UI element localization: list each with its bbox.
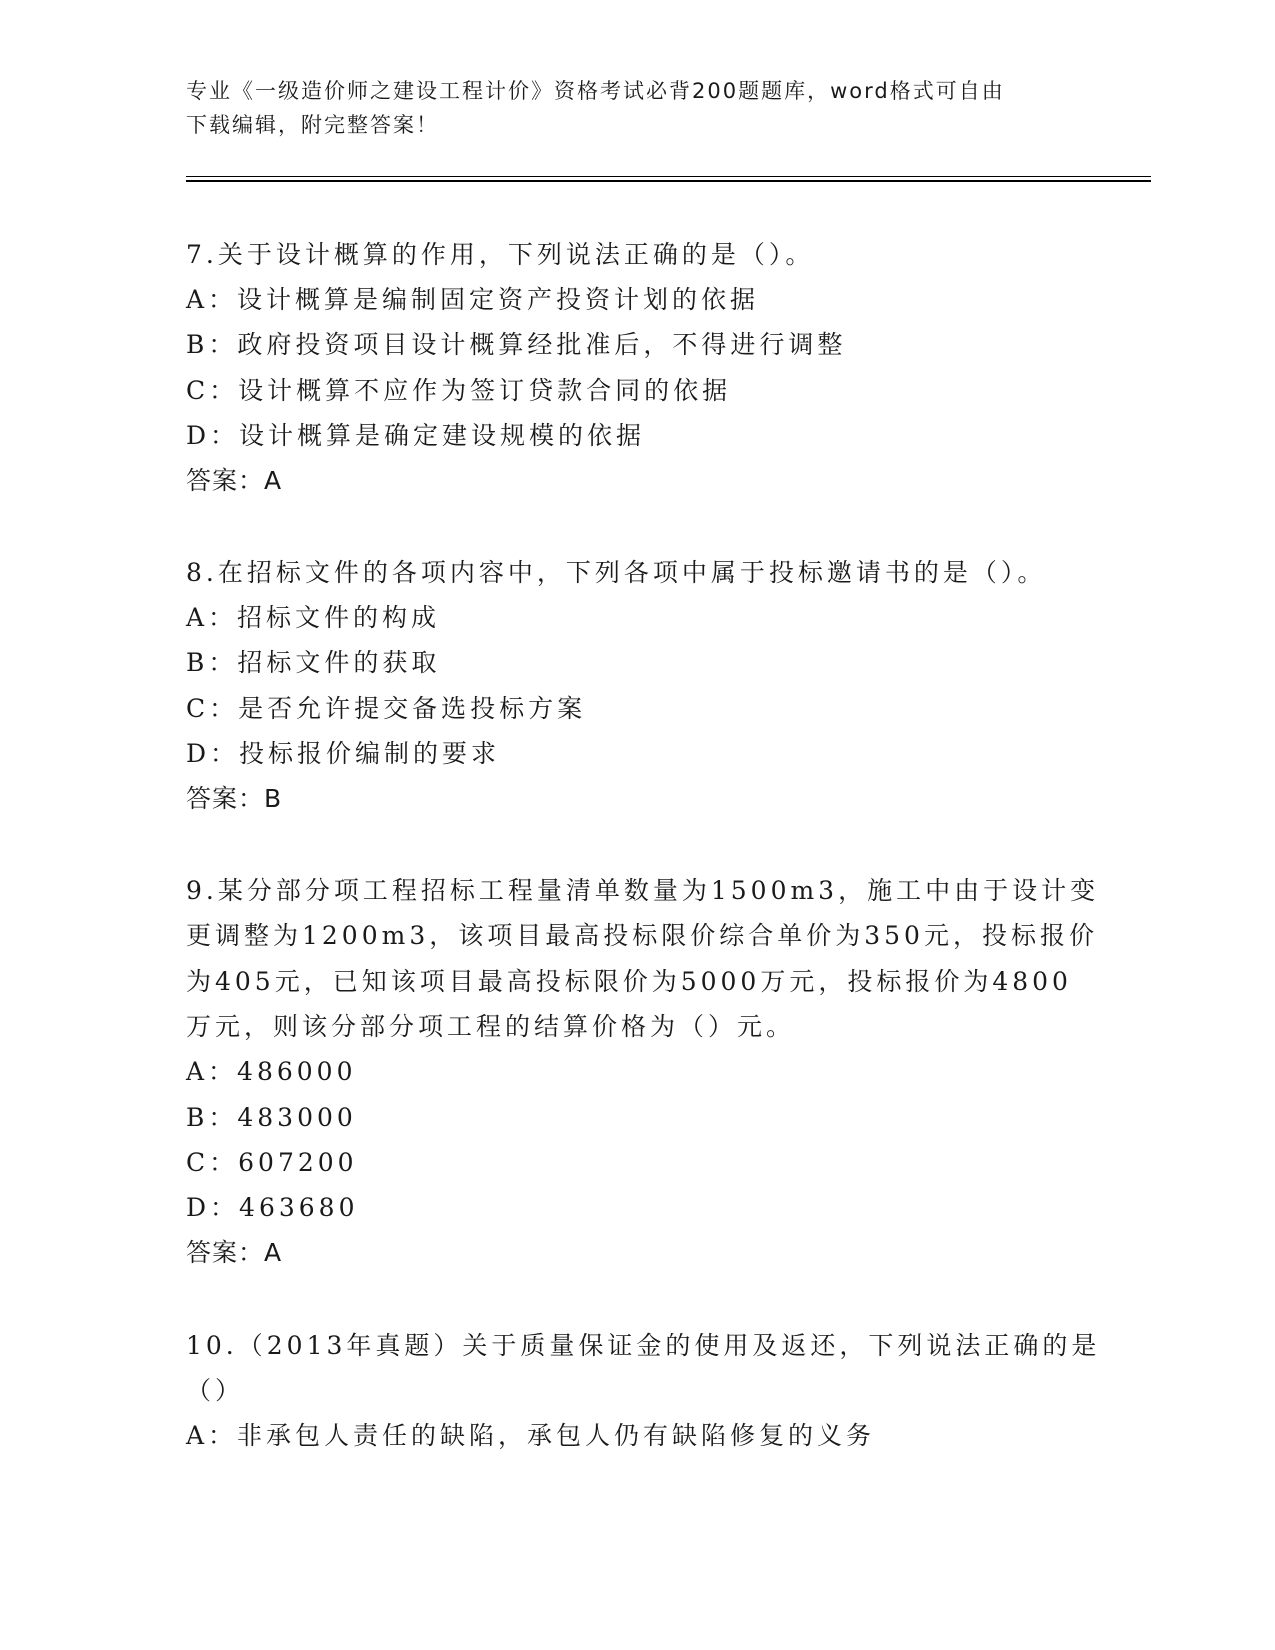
question-stem: 7.关于设计概算的作用，下列说法正确的是（）。 [186, 240, 815, 269]
option-b: B：招标文件的获取 [186, 648, 441, 677]
question-stem-line-1: 9.某分部分项工程招标工程量清单数量为1500m3，施工中由于设计变 [186, 876, 1100, 905]
option-c: C：是否允许提交备选投标方案 [186, 694, 587, 723]
answer: 答案：A [186, 466, 283, 495]
option-b: B：政府投资项目设计概算经批准后，不得进行调整 [186, 330, 847, 359]
option-c: C：设计概算不应作为签订贷款合同的依据 [186, 376, 732, 405]
question-stem: 8.在招标文件的各项内容中，下列各项中属于投标邀请书的是（）。 [186, 558, 1047, 587]
option-d: D：463680 [186, 1193, 359, 1222]
question-stem-line-3: 为405元，已知该项目最高投标限价为5000万元，投标报价为4800 [186, 967, 1072, 996]
option-c: C：607200 [186, 1148, 358, 1177]
answer: 答案：A [186, 1238, 283, 1267]
header-rule-thin [186, 176, 1151, 177]
document-header [186, 74, 1066, 142]
header-line-2: 下载编辑，附完整答案！ [186, 113, 439, 137]
question-stem-line-1: 10.（2013年真题）关于质量保证金的使用及返还，下列说法正确的是 [186, 1331, 1101, 1360]
option-a: A：486000 [186, 1057, 357, 1086]
question-stem-line-2: （） [186, 1376, 245, 1405]
option-a: A：招标文件的构成 [186, 603, 441, 632]
option-a: A：非承包人责任的缺陷，承包人仍有缺陷修复的义务 [186, 1421, 876, 1450]
option-a: A：设计概算是编制固定资产投资计划的依据 [186, 285, 760, 314]
question-stem-line-2: 更调整为1200m3，该项目最高投标限价综合单价为350元，投标报价 [186, 921, 1098, 950]
option-b: B：483000 [186, 1103, 357, 1132]
header-line-1: 专业《一级造价师之建设工程计价》资格考试必背200题题库，word格式可自由 [186, 79, 1005, 103]
option-d: D：投标报价编制的要求 [186, 739, 501, 768]
option-d: D：设计概算是确定建设规模的依据 [186, 421, 646, 450]
question-stem-line-4: 万元，则该分部分项工程的结算价格为（）元。 [186, 1012, 796, 1041]
header-rule-thick [186, 180, 1151, 182]
answer: 答案：B [186, 784, 283, 813]
